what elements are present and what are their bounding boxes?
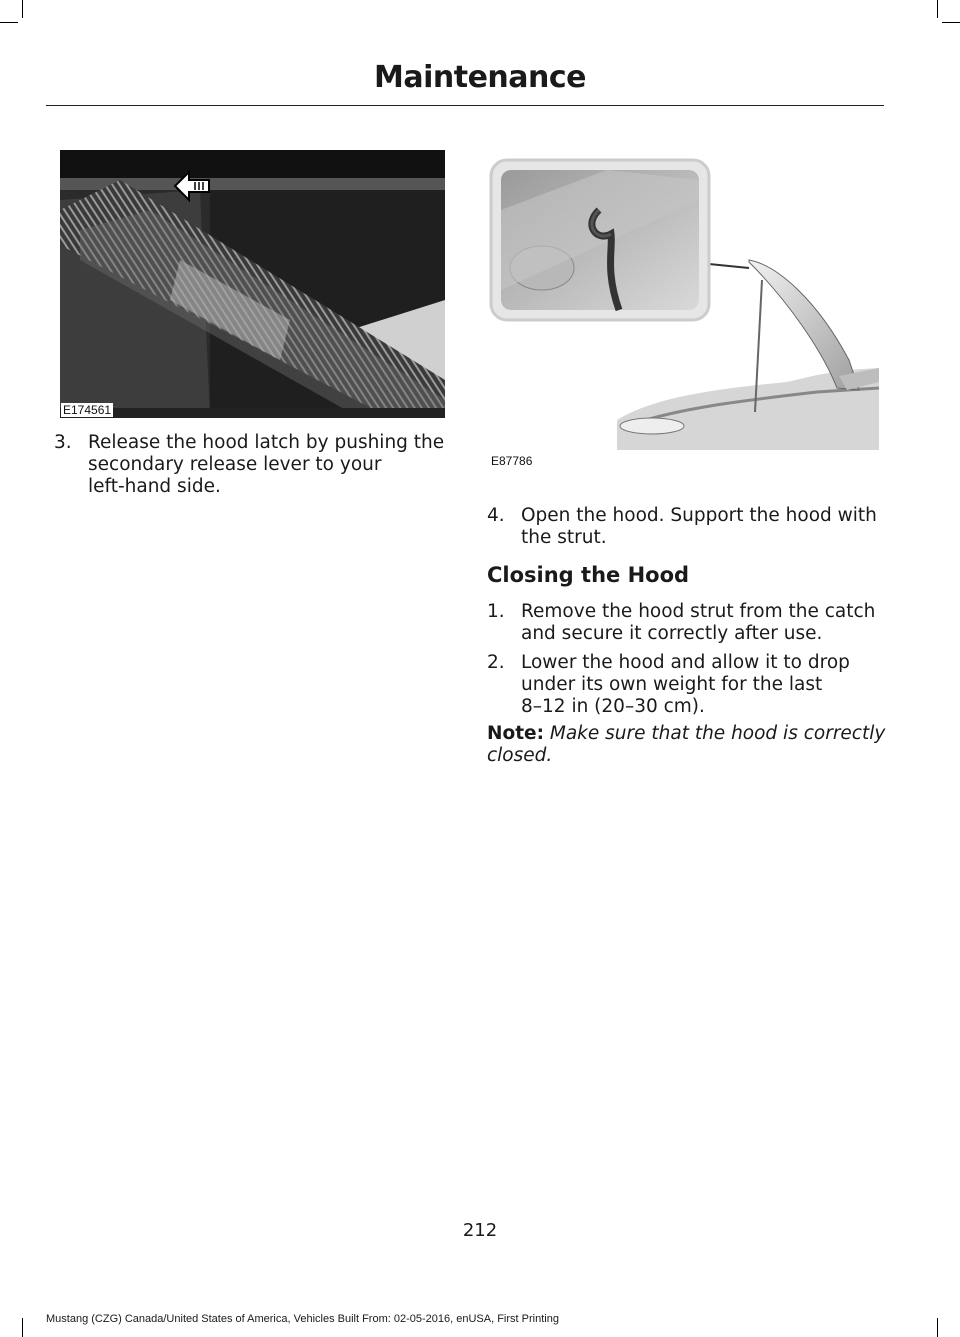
- step-text: [521, 601, 875, 645]
- step-text: [88, 432, 444, 498]
- note: [487, 723, 887, 767]
- note-text: closed.: [487, 745, 553, 766]
- step-number: 4.: [487, 505, 505, 526]
- note-text: Make sure that the hood is correctly: [549, 723, 886, 744]
- step-line: and secure it correctly after use.: [521, 623, 823, 644]
- figure-code: E87786: [491, 454, 533, 468]
- release-lever-photo: [60, 150, 445, 418]
- section-heading: Closing the Hood: [487, 563, 690, 587]
- step-number: 3.: [54, 432, 72, 453]
- step-line: Lower the hood and allow it to drop: [521, 652, 850, 673]
- step-line: Open the hood. Support the hood with: [521, 505, 877, 526]
- crop-mark: [942, 22, 960, 23]
- step-line: left-hand side.: [88, 476, 221, 497]
- step-line: Release the hood latch by pushing the: [88, 432, 445, 453]
- step-2: [487, 652, 887, 720]
- step-line: Remove the hood strut from the catch: [521, 601, 876, 622]
- page-number: 212: [462, 1220, 498, 1241]
- step-3: [54, 432, 454, 502]
- step-line: the strut.: [521, 527, 607, 548]
- crop-mark: [0, 22, 18, 23]
- step-text: [521, 652, 850, 718]
- hood-strut-illustration: [487, 150, 882, 468]
- hood-strut-image: [487, 150, 882, 450]
- step-line: secondary release lever to your: [88, 454, 382, 475]
- note-label: Note:: [487, 723, 544, 744]
- step-number: 1.: [487, 601, 505, 622]
- crop-mark: [937, 0, 938, 18]
- step-4: [487, 505, 887, 551]
- figure-code: E174561: [63, 403, 112, 417]
- crop-mark: [22, 1318, 23, 1337]
- crop-mark: [937, 1318, 938, 1337]
- step-1: [487, 601, 887, 647]
- step-line: under its own weight for the last: [521, 674, 823, 695]
- page-title: Maintenance: [373, 60, 586, 95]
- step-line: 8–12 in (20–30 cm).: [521, 696, 705, 717]
- step-text: [521, 505, 877, 549]
- footer-text: Mustang (CZG) Canada/United States of America, Vehicles Built From: 02-05-2016, enUSA, First Printing: [46, 1313, 559, 1325]
- release-lever-image: [60, 150, 445, 418]
- crop-mark: [22, 0, 23, 18]
- step-number: 2.: [487, 652, 505, 673]
- header-divider: [46, 105, 884, 106]
